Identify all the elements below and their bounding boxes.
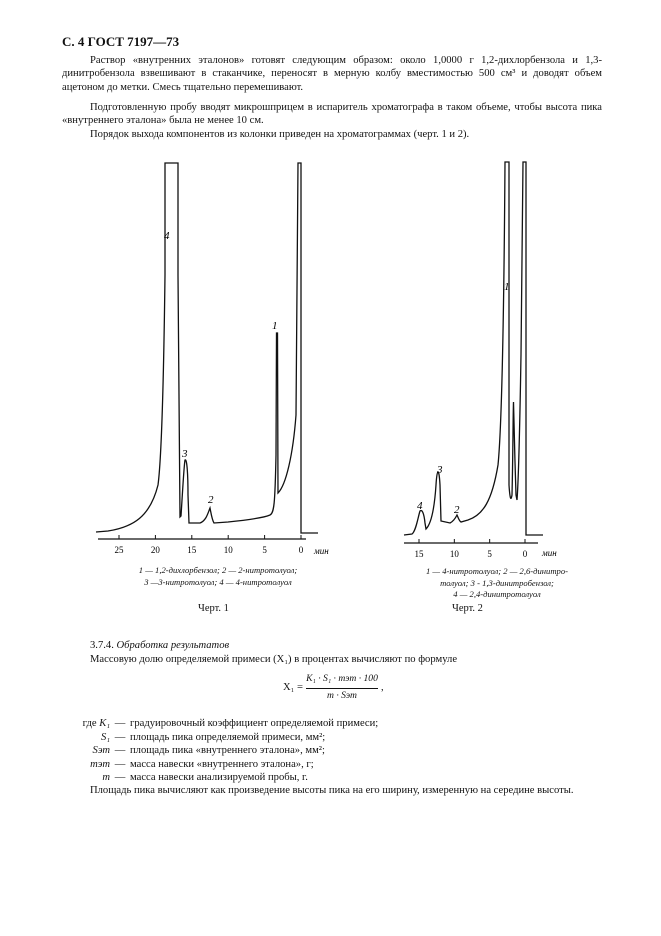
definition-row: где K₁ — градуировочный коэффициент определяемой примеси; bbox=[62, 717, 378, 731]
tick-label: 15 bbox=[187, 545, 197, 555]
chromatogram-1 bbox=[88, 155, 338, 560]
chromatogram-1-ticks bbox=[115, 535, 304, 555]
paragraph-internal-standards: Раствор «внутренних эталонов» готовят следующим образом: около 1,0000 г 1,2-дихлорбензола и 1,3-динитробензола взвешивают в стаканчике, переносят в мерную колбу вместимостью 500 см³ и доводят объем ацетоном до метки. Смесь тщательно перемешивают. bbox=[62, 55, 602, 93]
peak-label-1: 1 bbox=[272, 320, 278, 332]
formula-lhs: X₁ = bbox=[283, 682, 303, 693]
chart-2-title: Черт. 2 bbox=[452, 603, 483, 614]
paragraph-sample-injection: Подготовленную пробу вводят микрошприцем в испаритель хроматографа в таком объеме, чтобы высота пика «внутреннего эталона» была не менее 10 см. bbox=[62, 102, 602, 127]
tick-label: 5 bbox=[487, 549, 492, 559]
chromatogram-2 bbox=[398, 155, 598, 565]
formula-numerator: K₁ · S₁ · mэт · 100 bbox=[306, 673, 378, 684]
chromatogram-2-unit: мин bbox=[542, 548, 557, 558]
tick-label: 0 bbox=[298, 545, 304, 555]
chromatogram-2-trace bbox=[404, 162, 543, 535]
definition-row: m — масса навески анализируемой пробы, г. bbox=[62, 771, 378, 785]
chromatogram-1-trace bbox=[96, 163, 318, 533]
peak-label-3: 3 bbox=[182, 448, 188, 460]
definition-row: mэт — масса навески «внутреннего эталона», г; bbox=[62, 758, 378, 772]
tick-label: 0 bbox=[522, 549, 528, 559]
chart-1-legend: 1 — 1,2-дихлорбензол; 2 — 2-нитротолуол; 3 —3-нитротолуол; 4 — 4-нитротолуол bbox=[138, 565, 298, 587]
tick-label: 25 bbox=[114, 545, 124, 555]
definitions-list bbox=[62, 717, 378, 785]
tick-label: 20 bbox=[150, 545, 160, 555]
peak-label-1: 1 bbox=[504, 281, 510, 293]
closing-paragraph: Площадь пика вычисляют как произведение высоты пика на его ширину, измеренную на середине высоты. bbox=[90, 785, 574, 796]
formula-denominator: m · Sэт bbox=[327, 690, 357, 701]
definition-symbol: mэт bbox=[90, 758, 110, 770]
formula-fraction-bar bbox=[306, 688, 378, 689]
definition-symbol: m bbox=[102, 772, 110, 784]
chart-1-title: Черт. 1 bbox=[198, 603, 229, 614]
chromatogram-2-ticks bbox=[415, 539, 528, 559]
peak-label-2: 2 bbox=[454, 504, 460, 516]
peak-label-4: 4 bbox=[164, 230, 170, 242]
tick-label: 5 bbox=[262, 545, 267, 555]
tick-label: 15 bbox=[414, 549, 424, 559]
paragraph-elution-order: Порядок выхода компонентов из колонки приведен на хроматограммах (черт. 1 и 2). bbox=[90, 129, 470, 140]
tick-label: 10 bbox=[223, 545, 233, 555]
section-heading: 3.7.4. Обработка результатов bbox=[90, 640, 230, 651]
definition-symbol: S₁ bbox=[101, 731, 110, 743]
peak-label-3: 3 bbox=[437, 464, 443, 476]
tick-label: 10 bbox=[449, 549, 459, 559]
formula-trail: , bbox=[381, 682, 384, 693]
peak-label-2: 2 bbox=[208, 494, 214, 506]
chromatogram-1-unit: мин bbox=[314, 546, 329, 556]
definition-row: Sэт — площадь пика «внутреннего эталона», мм²; bbox=[62, 744, 378, 758]
definition-row: S₁ — площадь пика определяемой примеси, мм²; bbox=[62, 731, 378, 745]
formula-intro: Массовую долю определяемой примеси (X₁) в процентах вычисляют по формуле bbox=[90, 654, 458, 665]
definition-symbol: где K₁ bbox=[82, 718, 110, 729]
peak-label-4: 4 bbox=[417, 500, 423, 512]
page-header: С. 4 ГОСТ 7197—73 bbox=[62, 34, 180, 49]
definition-symbol: Sэт bbox=[92, 745, 110, 757]
chart-2-legend: 1 — 4-нитротолуол; 2 — 2,6-динитро- толуол; 3 - 1,3-динитробензол; 4 — 2,4-динитротолуол bbox=[425, 566, 569, 599]
